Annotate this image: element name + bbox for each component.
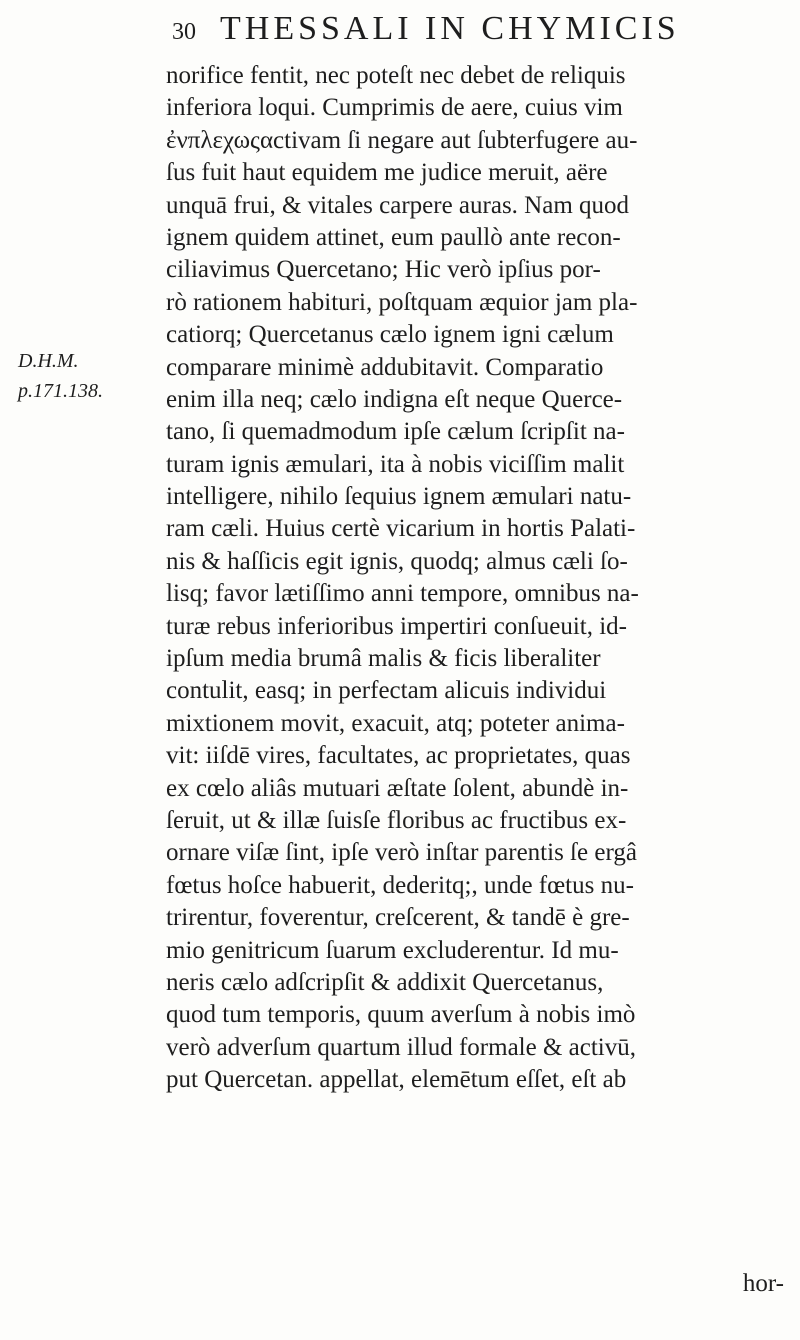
text-line: contulit, easq; in perfectam alicuis individui xyxy=(166,677,607,705)
text-line: mixtionem movit, exacuit, atq; poteter anima- xyxy=(166,709,625,737)
text-line: ἐνπλεχωςαctivam ſi negare aut ſubterfugere au- xyxy=(166,126,638,154)
page-number: 30 xyxy=(172,19,196,45)
text-line: enim illa neq; cælo indigna eſt neque Querce- xyxy=(166,385,623,413)
text-line: unquā frui, & vitales carpere auras. Nam quod xyxy=(166,191,630,219)
text-line: quod tum temporis, quum averſum à nobis imò xyxy=(166,1001,636,1029)
text-line: catiorq; Quercetanus cælo ignem igni cælum xyxy=(166,321,614,349)
text-line: ram cæli. Huius certè vicarium in hortis Palati- xyxy=(166,515,636,543)
text-line: ignem quidem attinet, eum paullò ante recon- xyxy=(166,223,621,251)
text-line: lisq; favor lætiſſimo anni tempore, omnibus na- xyxy=(166,580,639,608)
text-line: fœtus hoſce habuerit, dederitq;, unde fœtus nu- xyxy=(166,871,634,899)
text-line: vit: iiſdē vires, facultates, ac proprietates, quas xyxy=(166,742,631,770)
text-line: ciliavimus Quercetano; Hic verò ipſius por- xyxy=(166,256,601,284)
text-line: mio genitricum ſuarum excluderentur. Id mu- xyxy=(166,936,619,964)
text-line: turæ rebus inferioribus impertiri conſueuit, id- xyxy=(166,612,628,640)
text-line: tano, ſi quemadmodum ipſe cælum ſcripſit na- xyxy=(166,418,625,446)
text-line: comparare minimè addubitavit. Comparatio xyxy=(166,353,604,381)
text-line: intelligere, nihilo ſequius ignem æmulari natu- xyxy=(166,483,632,511)
text-line: verò adverſum quartum illud formale & activū, xyxy=(166,1033,636,1061)
main-text-block xyxy=(166,60,790,1097)
text-line: neris cælo adſcripſit & addixit Quercetanus, xyxy=(166,968,604,996)
text-line: ipſum media brumâ malis & ficis liberaliter xyxy=(166,645,601,673)
text-line: ornare viſæ ſint, ipſe verò inſtar parentis ſe ergâ xyxy=(166,839,637,867)
text-line: norifice fentit, nec poteſt nec debet de reliquis xyxy=(166,62,626,89)
page-header xyxy=(172,10,792,56)
text-line: put Quercetan. appellat, elemētum eſſet, eſt ab xyxy=(166,1066,627,1094)
text-line: ſus fuit haut equidem me judice meruit, aëre xyxy=(166,159,608,187)
text-line: rò rationem habituri, poſtquam æquior jam pla- xyxy=(166,288,638,316)
text-line: turam ignis æmulari, ita à nobis viciſſim malit xyxy=(166,450,625,478)
text-line: nis & haſſicis egit ignis, quodq; almus cæli ſo- xyxy=(166,547,628,575)
margin-note xyxy=(18,346,138,406)
text-line: ſeruit, ut & illæ ſuisſe floribus ac fructibus ex- xyxy=(166,806,627,834)
margin-note-line: D.H.M. xyxy=(18,350,79,372)
text-line: trirentur, foverentur, creſcerent, & tandē è gre- xyxy=(166,904,630,932)
text-line: inferiora loqui. Cumprimis de aere, cuius vim xyxy=(166,94,623,122)
running-title: THESSALI IN CHYMICIS xyxy=(220,10,680,47)
catchword: hor- xyxy=(742,1270,784,1297)
text-line: ex cœlo aliâs mutuari æſtate ſolent, abundè in- xyxy=(166,774,629,802)
margin-note-line: p.171.138. xyxy=(18,380,103,402)
